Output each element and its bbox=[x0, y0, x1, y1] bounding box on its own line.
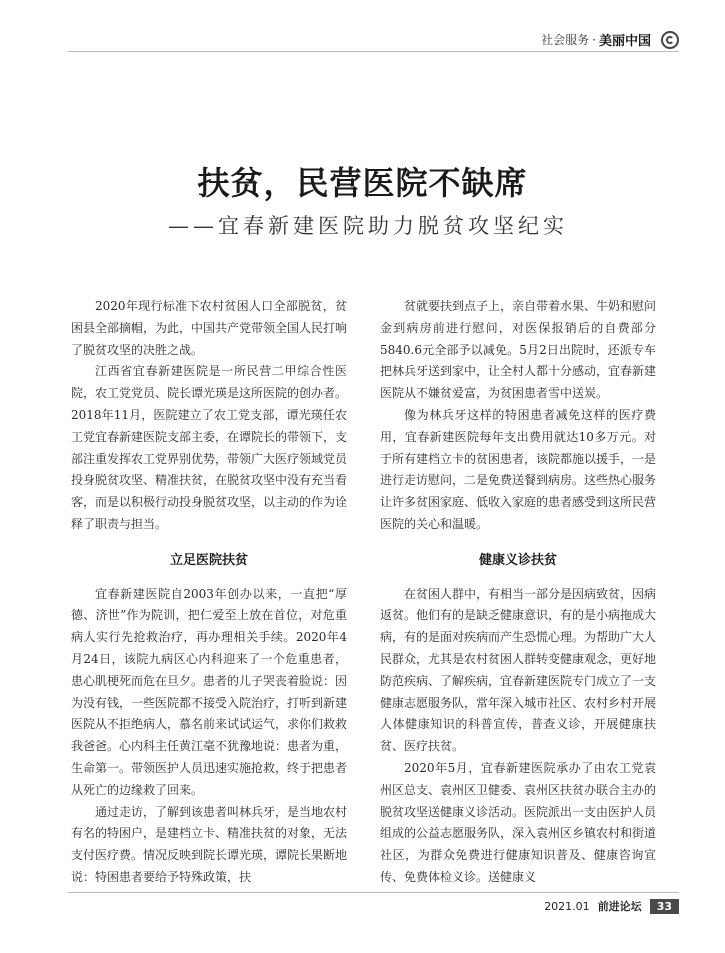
footer-issue: 2021.01 bbox=[544, 899, 590, 913]
header-brand: 美丽中国 bbox=[598, 34, 651, 49]
paragraph: 在贫困人群中，有相当一部分是因病致贫，因病返贫。他们有的是缺乏健康意识，有的是小病拖成大病，有的是面对疾病而产生恐慌心理。为帮助广大人民群众，尤其是农村贫困人群转变健康观念，更好地防范疾病、了解疾病，宜春新建医院专门成立了一支健康志愿服务队，常年深入城市社区、农村乡村开展人体健康知识的科普宣传，普查义诊，开展健康扶贫、医疗扶贫。 bbox=[380, 586, 657, 754]
footer-divider bbox=[68, 892, 679, 893]
section-heading: 健康义诊扶贫 bbox=[478, 552, 557, 568]
paragraph: 通过走访，了解到该患者叫林兵牙，是当地农村有名的特困户，是建档立卡、精准扶贫的对象，无法支付医疗费。情况反映到院长谭光瑛，谭院长果断地说：特困患者要给予特殊政策，扶 bbox=[71, 804, 348, 884]
header-divider bbox=[68, 51, 679, 52]
paragraph: 2020年现行标准下农村贫困人口全部脱贫，贫困县全部摘帽，为此，中国共产党带领全国人民打响了脱贫攻坚的决胜之战。 bbox=[71, 299, 348, 357]
right-column bbox=[380, 296, 656, 889]
header-separator: · bbox=[592, 32, 596, 47]
left-column bbox=[71, 296, 347, 889]
page-number: 33 bbox=[650, 899, 679, 914]
paragraph: 像为林兵牙这样的特困患者减免这样的医疗费用，宜春新建医院每年支出费用就达10多万元。对于所有建档立卡的贫困患者，该院都施以援手，一是进行走访慰问，二是免费送餐到病房。这些热心服务让许多贫困家庭、低收入家庭的患者感受到这所民营医院的关心和温暖。 bbox=[380, 407, 657, 531]
footer-journal: 前进论坛 bbox=[597, 900, 642, 913]
article-title: 扶贫，民营医院不缺席 bbox=[197, 164, 528, 202]
paragraph: 2020年5月，宜春新建医院承办了由农工党袁州区总支、袁州区卫健委、袁州区扶贫办联合主办的脱贫攻坚送健康义诊活动。医院派出一支由医护人员组成的公益志愿服务队，深入袁州区乡镇农村和街道社区，为群众免费进行健康知识普及、健康咨询宣传、免费体检义诊。送健康义 bbox=[380, 760, 657, 884]
paragraph: 江西省宜春新建医院是一所民营二甲综合性医院，农工党党员、院长谭光瑛是这所医院的创办者。2018年11月，医院建立了农工党支部，谭光瑛任农工党宜春新建医院支部主委，在谭院长的带领下，支部注重发挥农工党界别优势，带领广大医疗领域党员投身脱贫攻坚、精准扶贫，在脱贫攻坚中没有充当看客，而是以积极行动投身脱贫攻坚，以主动的作为诠释了职责与担当。 bbox=[71, 364, 348, 531]
brand-logo-icon bbox=[661, 31, 679, 49]
paragraph: 宜春新建医院自2003年创办以来，一直把“厚德、济世”作为院训，把仁爱至上放在首位，对危重病人实行先抢救治疗，再办理相关手续。2020年4月24日，该院九病区心内科迎来了一个危重患者，患心肌梗死而危在旦夕。患者的儿子哭丧着脸说：因为没有钱，一些医院都不接受入院治疗，打听到新建医院从不拒绝病人，慕名前来试试运气，求你们救救我爸爸。心内科主任黄江毫不犹豫地说：患者为重，生命第一。带领医护人员迅速实施抢救，终于把患者从死亡的边缘救了回来。 bbox=[71, 586, 348, 797]
running-footer bbox=[544, 898, 679, 914]
header-section: 社会服务 bbox=[541, 33, 590, 47]
paragraph: 贫就要扶到点子上，亲自带着水果、牛奶和慰问金到病房前进行慰问，对医保报销后的自费部分5840.6元全部予以减免。5月2日出院时，还派专车把林兵牙送到家中，让全村人都十分感动，宜春新建医院从不嫌贫爱富，为贫困患者雪中送炭。 bbox=[380, 299, 657, 401]
article-subtitle: ——宜春新建医院助力脱贫攻坚纪实 bbox=[168, 214, 568, 238]
running-header bbox=[541, 30, 679, 49]
section-heading: 立足医院扶贫 bbox=[169, 552, 248, 568]
